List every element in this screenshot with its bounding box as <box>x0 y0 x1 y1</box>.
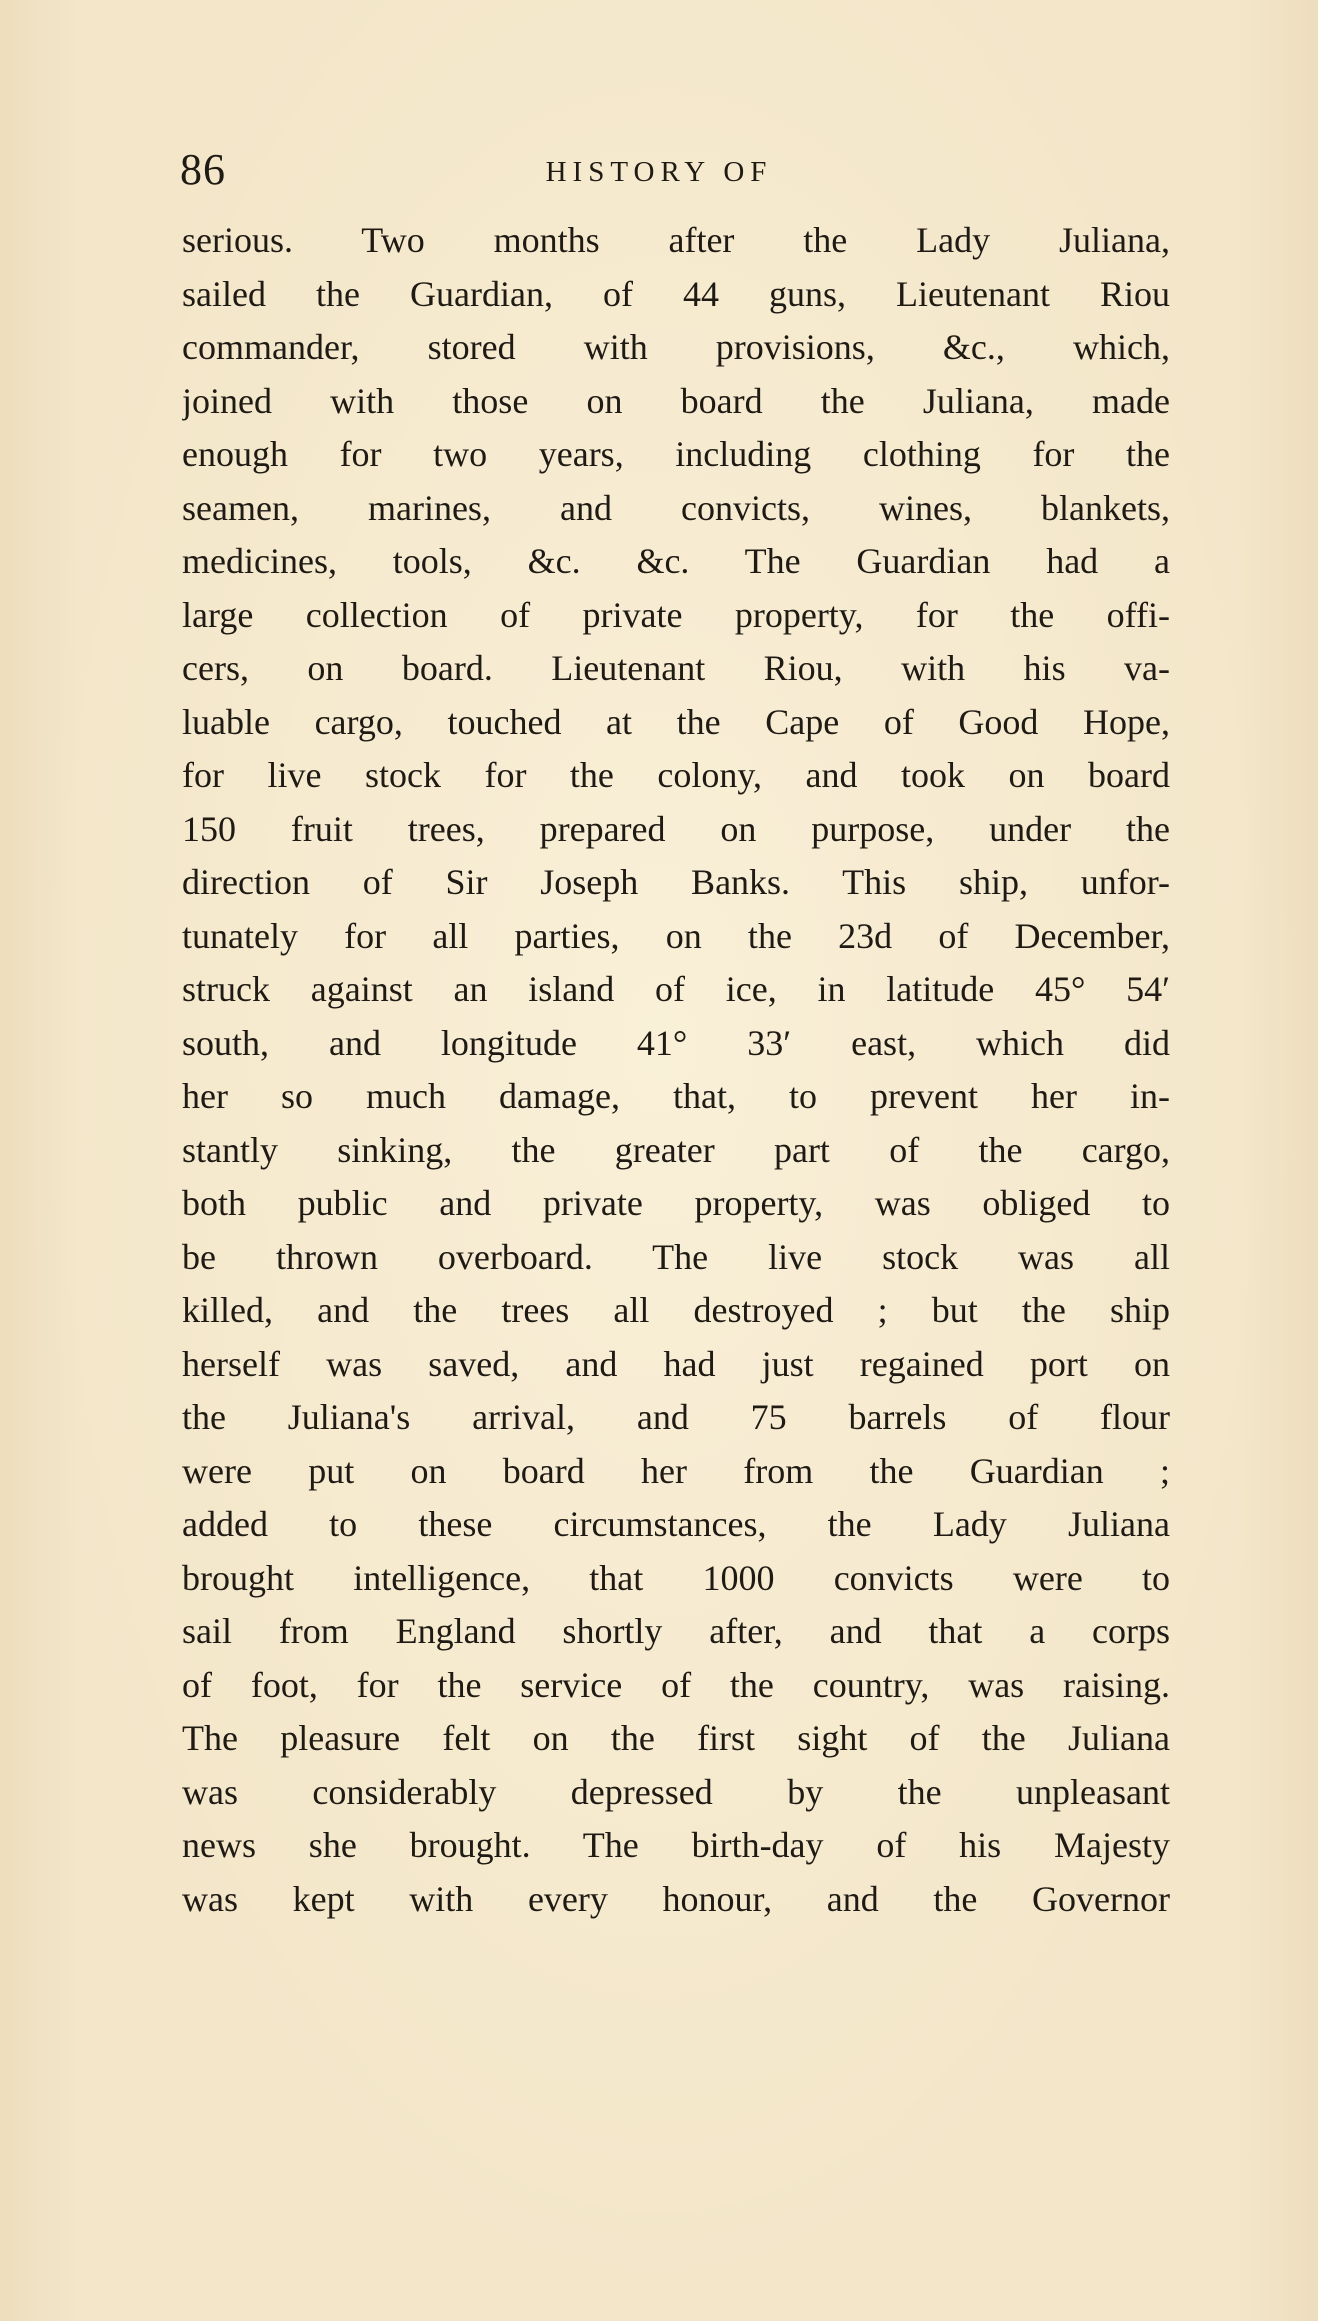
running-head: HISTORY OF <box>545 156 773 188</box>
text-line: commander, stored with provisions, &c., which, <box>182 327 1170 367</box>
text-line: cers, on board. Lieutenant Riou, with his va- <box>182 648 1170 688</box>
text-line: south, and longitude 41° 33′ east, which did <box>182 1022 1170 1063</box>
text-line: large collection of private property, for the offi- <box>182 594 1170 635</box>
text-line: stantly sinking, the greater part of the cargo, <box>182 1129 1170 1170</box>
text-line: enough for two years, including clothing for the <box>182 434 1170 474</box>
text-line: serious. Two months after the Lady Juliana, <box>182 220 1170 260</box>
text-line: be thrown overboard. The live stock was all <box>182 1236 1170 1277</box>
text-line: her so much damage, that, to prevent her in- <box>182 1076 1170 1116</box>
text-line: was considerably depressed by the unpleasant <box>182 1771 1170 1812</box>
text-line: tunately for all parties, on the 23d of December, <box>182 915 1170 956</box>
text-line: brought intelligence, that 1000 convicts were to <box>182 1557 1170 1598</box>
page-number: 86 <box>180 145 226 194</box>
text-line: news she brought. The birth-day of his Majesty <box>182 1825 1170 1865</box>
text-line: luable cargo, touched at the Cape of Good Hope, <box>182 701 1170 742</box>
text-line: were put on board her from the Guardian ; <box>182 1450 1170 1491</box>
text-line: was kept with every honour, and the Governor <box>182 1878 1170 1919</box>
text-line: medicines, tools, &c. &c. The Guardian had a <box>182 541 1170 581</box>
text-line: both public and private property, was obliged to <box>182 1183 1170 1223</box>
text-line: The pleasure felt on the first sight of the Juliana <box>182 1718 1170 1758</box>
text-line: herself was saved, and had just regained port on <box>182 1343 1170 1384</box>
text-line: killed, and the trees all destroyed ; but the ship <box>182 1290 1170 1330</box>
text-line: for live stock for the colony, and took on board <box>182 755 1170 795</box>
text-line: 150 fruit trees, prepared on purpose, under the <box>182 808 1170 849</box>
text-line: of foot, for the service of the country, was raising. <box>182 1664 1170 1705</box>
text-line: sailed the Guardian, of 44 guns, Lieutenant Riou <box>182 273 1170 314</box>
page-header <box>0 140 1318 200</box>
text-line: added to these circumstances, the Lady Juliana <box>182 1504 1170 1544</box>
text-line: struck against an island of ice, in latitude 45° 54′ <box>182 969 1170 1009</box>
body-text <box>182 214 1170 1926</box>
text-line: sail from England shortly after, and that a corps <box>182 1611 1170 1651</box>
text-line: seamen, marines, and convicts, wines, blankets, <box>182 487 1170 528</box>
text-line: direction of Sir Joseph Banks. This ship, unfor- <box>182 862 1170 902</box>
text-line: joined with those on board the Juliana, made <box>182 380 1170 421</box>
text-line: the Juliana's arrival, and 75 barrels of flour <box>182 1397 1170 1437</box>
